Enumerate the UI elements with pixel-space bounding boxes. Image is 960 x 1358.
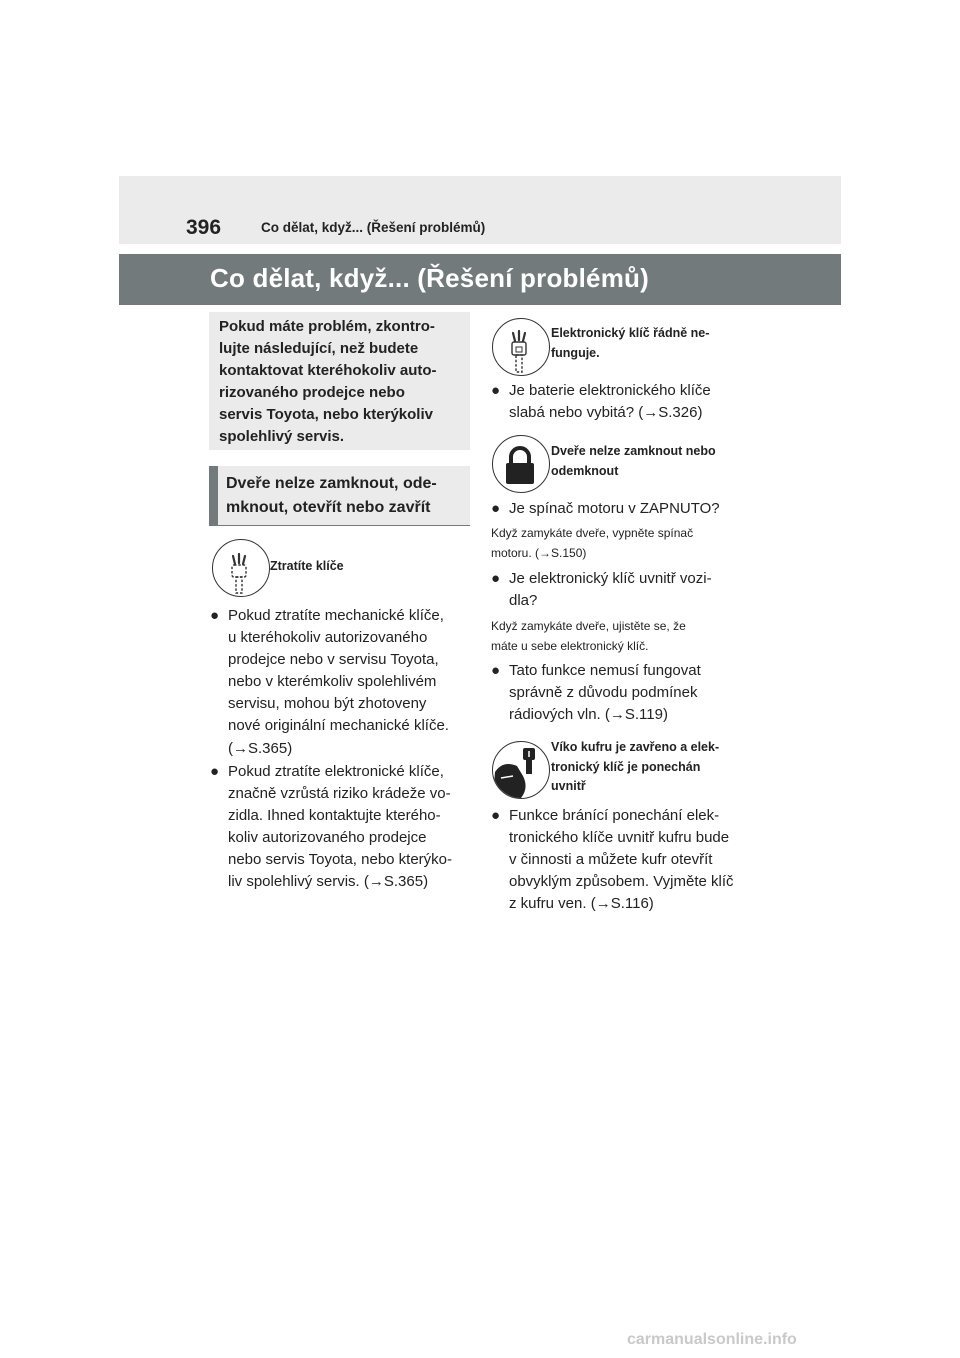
- text-line: Je elektronický klíč uvnitř vozi-: [509, 570, 712, 587]
- intro-line: Pokud máte problém, zkontro-: [219, 318, 435, 335]
- intro-line: servis Toyota, nebo kterýkoliv: [219, 406, 433, 423]
- text-line: liv spolehlivý servis. (→S.365): [228, 873, 429, 891]
- intro-box: [209, 312, 470, 450]
- trunk-key-icon: [492, 741, 550, 799]
- running-title: Co dělat, když... (Řešení problémů): [261, 220, 486, 235]
- text-line: koliv autorizovaného prodejce: [228, 829, 427, 847]
- text-line: z kufru ven. (→S.116): [509, 895, 654, 913]
- bullet-dot: ●: [491, 570, 501, 587]
- text-line: Pokud ztratíte elektronické klíče,: [228, 763, 444, 780]
- note-line: motoru. (→S.150): [491, 545, 587, 560]
- text-line: zidla. Ihned kontaktujte kterého-: [228, 807, 441, 825]
- text-line: nové originální mechanické klíče.: [228, 717, 449, 735]
- note-engine-switch: [491, 524, 693, 563]
- text-line: Tato funkce nemusí fungovat: [509, 662, 701, 679]
- text-line: značně vzrůstá riziko krádeže vo-: [228, 785, 451, 803]
- note-line: Když zamykáte dveře, vypněte spínač: [491, 526, 694, 540]
- label-line: funguje.: [551, 345, 600, 360]
- bullet-key-inside: [491, 568, 712, 612]
- key-malfunction-label: [551, 324, 709, 363]
- section-heading-line: Dveře nelze zamknout, ode-: [226, 475, 437, 492]
- text-line: u kteréhokoliv autorizovaného: [228, 629, 428, 647]
- bullet-dot: ●: [491, 807, 501, 824]
- note-line: máte u sebe elektronický klíč.: [491, 638, 649, 653]
- text-line: v činnosti a můžete kufr otevřít: [509, 851, 713, 869]
- bullet-dot: ●: [210, 763, 220, 780]
- intro-line: spolehlivý servis.: [219, 428, 345, 445]
- text-line: nebo v kterémkoliv spolehlivém: [228, 673, 437, 691]
- bullet-dot: ●: [491, 382, 501, 399]
- text-line: servisu, mohou být zhotoveny: [228, 695, 427, 713]
- bullet-dot: ●: [491, 500, 501, 517]
- intro-line: kontaktovat kteréhokoliv auto-: [219, 362, 437, 379]
- label-line: uvnitř: [551, 779, 586, 793]
- door-lock-label: [551, 442, 716, 481]
- text-line: (→S.365): [228, 739, 293, 757]
- label-line: Dveře nelze zamknout nebo: [551, 444, 716, 458]
- text-line: správně z důvodu podmínek: [509, 684, 698, 702]
- text-line: Funkce bránící ponechání elek-: [509, 807, 720, 824]
- watermark: carmanualsonline.info: [627, 1331, 797, 1348]
- padlock-icon: [492, 435, 550, 493]
- note-line: Když zamykáte dveře, ujistěte se, že: [491, 619, 686, 633]
- text-line: rádiových vln. (→S.119): [509, 706, 668, 724]
- text-line: Je baterie elektronického klíče: [509, 382, 711, 399]
- bullet-radio-waves: [491, 660, 701, 726]
- section-heading-line: mknout, otevřít nebo zavřít: [226, 499, 431, 516]
- text-line: Pokud ztratíte mechanické klíče,: [228, 607, 444, 624]
- label-line: Elektronický klíč řádně ne-: [551, 326, 710, 340]
- page-title: Co dělat, když... (Řešení problémů): [210, 263, 649, 293]
- bullet-lost-electronic: [210, 761, 453, 894]
- text-line: slabá nebo vybitá? (→S.326): [509, 404, 703, 422]
- label-line: tronický klíč je ponechán: [551, 759, 701, 774]
- note-key-inside: [491, 617, 686, 656]
- text-line: prodejce nebo v servisu Toyota,: [228, 651, 439, 669]
- section-heading: [209, 466, 470, 526]
- trunk-label: [551, 738, 719, 797]
- lost-keys-label: Ztratíte klíče: [270, 559, 344, 573]
- key-lost-icon: [212, 539, 270, 597]
- bullet-lost-mechanical: [210, 605, 449, 760]
- bullet-dot: ●: [210, 607, 220, 624]
- bullet-key-battery: [491, 380, 711, 424]
- intro-line: lujte následující, než budete: [219, 340, 419, 357]
- page-number: 396: [186, 216, 222, 239]
- intro-line: rizovaného prodejce nebo: [219, 384, 405, 401]
- text-line: dla?: [509, 592, 538, 610]
- text-line: nebo servis Toyota, nebo kterýko-: [228, 851, 453, 869]
- key-malfunction-icon: [492, 318, 550, 376]
- bullet-dot: ●: [491, 662, 501, 679]
- text-line: Je spínač motoru v ZAPNUTO?: [509, 500, 720, 517]
- bullet-engine-switch: [491, 498, 720, 520]
- bullet-trunk-function: [491, 805, 734, 915]
- label-line: Víko kufru je zavřeno a elek-: [551, 740, 720, 754]
- text-line: tronického klíče uvnitř kufru bude: [509, 829, 730, 847]
- label-line: odemknout: [551, 463, 619, 478]
- text-line: obvyklým způsobem. Vyjměte klíč: [509, 873, 734, 891]
